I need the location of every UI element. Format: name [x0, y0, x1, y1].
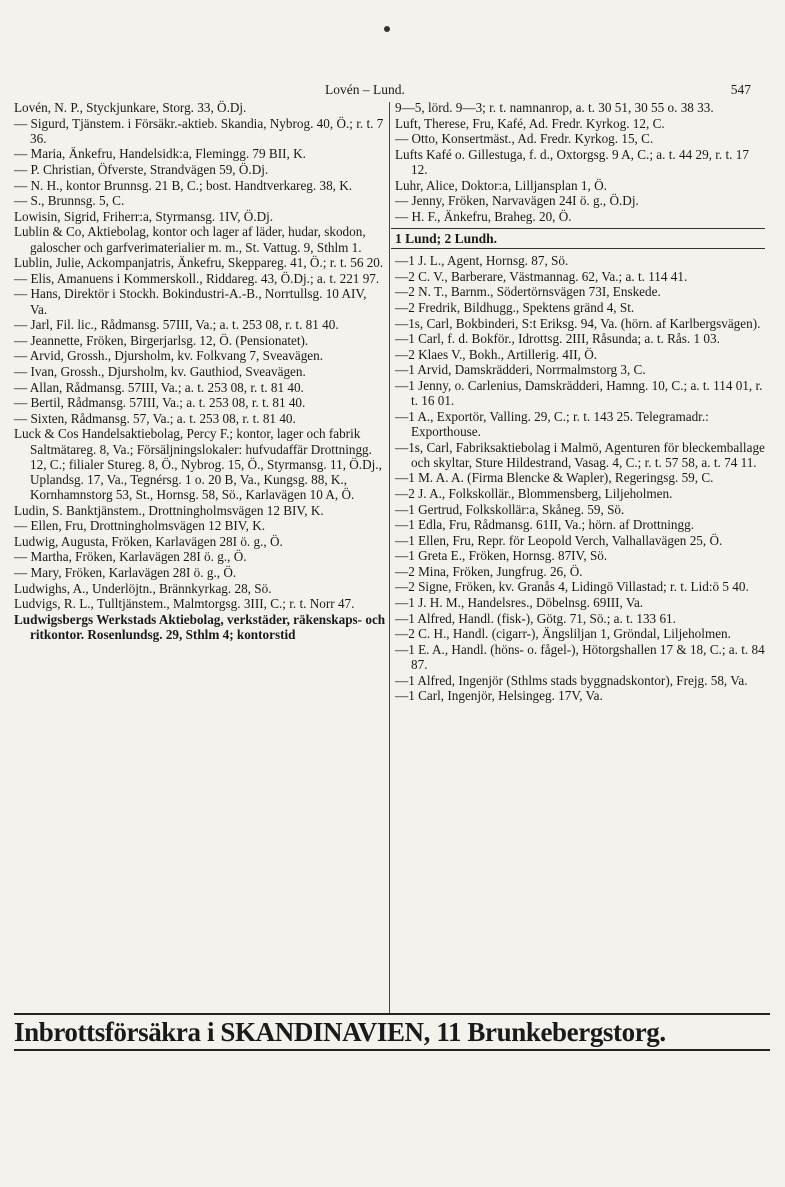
directory-entry: —2 Mina, Fröken, Jungfrug. 26, Ö. [395, 563, 583, 579]
directory-entry: Luft, Therese, Fru, Kafé, Ad. Fredr. Kyrkog. 12, C. [395, 115, 665, 131]
directory-entry: — Arvid, Grossh., Djursholm, kv. Folkvang 7, Sveavägen. [14, 348, 324, 364]
footer-advertisement: Inbrottsförsäkra i SKANDINAVIEN, 11 Brunkebergstorg. [14, 1013, 770, 1051]
running-title: Lovén – Lund. [325, 82, 405, 97]
directory-entry: Luhr, Alice, Doktor:a, Lilljansplan 1, Ö. [395, 177, 607, 193]
directory-entry: Ludin, S. Banktjänstem., Drottningholmsvägen 12 BIV, K. [14, 502, 324, 518]
directory-entry: — P. Christian, Öfverste, Strandvägen 59, Ö.Dj. [14, 161, 269, 177]
ink-dot [384, 26, 390, 32]
directory-entry: —2 J. A., Folkskollär., Blommensberg, Liljeholmen. [395, 485, 673, 501]
directory-entry: —1 E. A., Handl. (höns- o. fågel-), Hötorgshallen 17 & 18, C.; a. t. 84 87. [395, 641, 765, 673]
directory-entry: —1 M. A. A. (Firma Blencke & Wapler), Regeringsg. 59, C. [395, 470, 714, 486]
directory-entry: —1 A., Exportör, Valling. 29, C.; r. t. 143 25. Telegramadr.: Exporthouse. [395, 408, 709, 439]
directory-entry: —2 Fredrik, Bildhugg., Spektens gränd 4, St. [395, 299, 635, 315]
directory-entry: —1 Carl, Ingenjör, Helsingeg. 17V, Va. [395, 688, 603, 704]
directory-entry: Ludwigsbergs Werkstads Aktiebolag, verkstäder, räkenskaps- och ritkontor. Rosenlundsg. 29, Sthlm 4; kontorstid [14, 611, 386, 643]
directory-entry: — Ivan, Grossh., Djursholm, kv. Gauthiod, Sveavägen. [14, 363, 306, 379]
directory-entry: — Jarl, Fil. lic., Rådmansg. 57III, Va.; a. t. 253 08, r. t. 81 40. [14, 317, 339, 333]
directory-entry: —1s, Carl, Bokbinderi, S:t Eriksg. 94, Va. (hörn. af Karlbergsvägen). [395, 315, 761, 331]
directory-entry: —1 Arvid, Damskrädderi, Norrmalmstorg 3, C. [395, 362, 646, 378]
directory-entry: —1 Jenny, o. Carlenius, Damskrädderi, Hamng. 10, C.; a. t. 114 01, r. t. 16 01. [395, 377, 763, 409]
directory-entry: —2 Signe, Fröken, kv. Granås 4, Lidingö Villastad; r. t. Lid:ö 5 40. [395, 579, 749, 595]
directory-entry: 9—5, lörd. 9—3; r. t. namnanrop, a. t. 30 51, 30 55 o. 38 33. [395, 100, 714, 115]
directory-entry: Lufts Kafé o. Gillestuga, f. d., Oxtorgsg. 9 A, C.; a. t. 44 29, r. t. 17 12. [395, 146, 749, 177]
directory-entry: Ludwighs, A., Underlöjtn., Brännkyrkag. 28, Sö. [14, 580, 272, 596]
directory-entry: — Ellen, Fru, Drottningholmsvägen 12 BIV, K. [14, 518, 266, 534]
directory-entry: —2 C. V., Barberare, Västmannag. 62, Va.; a. t. 114 41. [395, 268, 688, 284]
column-divider [389, 102, 390, 1014]
directory-entry: — Hans, Direktör i Stockh. Bokindustri-A.-B., Norrtullsg. 10 AIV, Va. [14, 286, 367, 317]
directory-entry: — N. H., kontor Brunnsg. 21 B, C.; bost. Handtverkareg. 38, K. [14, 177, 353, 193]
directory-entry: Lowisin, Sigrid, Friherr:a, Styrmansg. 1IV, Ö.Dj. [14, 208, 274, 224]
page-number: 547 [730, 82, 751, 97]
directory-entry: —1 Edla, Fru, Rådmansg. 61II, Va.; hörn. af Drottningg. [395, 517, 694, 533]
directory-entry: Lovén, N. P., Styckjunkare, Storg. 33, Ö.Dj. [14, 100, 247, 115]
directory-entry: — H. F., Änkefru, Braheg. 20, Ö. [395, 208, 572, 224]
directory-entry: Lublin & Co, Aktiebolag, kontor och lager af läder, hudar, skodon, galoscher och garfverimaterialier m. m., St. Vattug. 9, Sthlm 1. [14, 224, 366, 255]
directory-entry: —2 Klaes V., Bokh., Artillerig. 4II, Ö. [395, 346, 598, 362]
directory-entry: Ludvigs, R. L., Tulltjänstem., Malmtorgsg. 3III, C.; r. t. Norr 47. [14, 596, 355, 612]
directory-entry: — Jeannette, Fröken, Birgerjarlsg. 12, Ö. (Pensionatet). [14, 332, 309, 348]
directory-entry: — Martha, Fröken, Karlavägen 28I ö. g., Ö. [14, 549, 247, 565]
directory-entry: —1 Greta E., Fröken, Hornsg. 87IV, Sö. [395, 548, 608, 564]
directory-entry: — Otto, Konsertmäst., Ad. Fredr. Kyrkog. 15, C. [395, 131, 654, 147]
directory-entry: —2 N. T., Barnm., Södertörnsvägen 73I, Enskede. [395, 284, 661, 300]
directory-entry: —1 Gertrud, Folkskollär:a, Skåneg. 59, Sö. [395, 501, 625, 517]
directory-entry: — Sigurd, Tjänstem. i Försäkr.-aktieb. Skandia, Nybrog. 40, Ö.; r. t. 7 36. [14, 115, 384, 146]
directory-entry: — Elis, Amanuens i Kommerskoll., Riddareg. 43, Ö.Dj.; a. t. 221 97. [14, 270, 380, 286]
directory-entry: Lublin, Julie, Ackompanjatris, Änkefru, Skeppareg. 41, Ö.; r. t. 56 20. [14, 255, 384, 271]
directory-entry: —1 Alfred, Handl. (fisk-), Götg. 71, Sö.; a. t. 133 61. [395, 610, 676, 626]
directory-entry: — Sixten, Rådmansg. 57, Va.; a. t. 253 08, r. t. 81 40. [14, 410, 296, 426]
right-column [395, 100, 765, 704]
directory-entry: — Maria, Änkefru, Handelsidk:a, Flemingg. 79 BII, K. [14, 146, 306, 162]
right-column-bottom [395, 253, 765, 703]
directory-entry: —1 Ellen, Fru, Repr. för Leopold Verch, Valhallavägen 25, Ö. [395, 532, 723, 548]
directory-entry: — Allan, Rådmansg. 57III, Va.; a. t. 253 08, r. t. 81 40. [14, 379, 304, 395]
right-column-top [395, 100, 765, 224]
directory-entry: —1 J. H. M., Handelsres., Döbelnsg. 69III, Va. [395, 595, 644, 611]
left-column [14, 100, 386, 643]
directory-entry: — S., Brunnsg. 5, C. [14, 193, 125, 209]
directory-entry: —1s, Carl, Fabriksaktiebolag i Malmö, Agenturen för bleckemballage och skyltar, Sture Hildestrand, Vasag. 4, C.; r. t. 57 58, a. t. 74 11. [395, 439, 765, 470]
directory-entry: —1 Alfred, Ingenjör (Sthlms stads byggnadskontor), Frejg. 58, Va. [395, 672, 748, 688]
directory-entry: Ludwig, Augusta, Fröken, Karlavägen 28I ö. g., Ö. [14, 533, 283, 549]
directory-entry: — Mary, Fröken, Karlavägen 28I ö. g., Ö. [14, 565, 237, 581]
directory-entry: Luck & Cos Handelsaktiebolag, Percy F.; kontor, lager och fabrik Saltmätareg. 8, Va.; Försäljningslokaler: hufvudaffär Drottningg. 12, C.; filialer Stureg. 8, Ö., Nybrog. 15, Ö., Styrmansg. 11, Ö.Dj., Uplandsg. 17, Va., Tegnérsg. 1 o. 20 B, Va., Kungsg. 88, K., Kornhamnstorg 53, St., Hornsg. 58, Sö., Karlavägen 10 A, Ö. [14, 426, 382, 503]
page-header [0, 82, 785, 102]
directory-entry: —2 C. H., Handl. (cigarr-), Ängsliljan 1, Gröndal, Liljeholmen. [395, 626, 731, 642]
directory-entry: — Bertil, Rådmansg. 57III, Va.; a. t. 253 08, r. t. 81 40. [14, 395, 306, 411]
directory-entry: —1 Carl, f. d. Bokför., Idrottsg. 2III, Råsunda; a. t. Rås. 1 03. [395, 331, 720, 347]
section-heading: 1 Lund; 2 Lundh. [391, 228, 765, 249]
directory-entry: —1 J. L., Agent, Hornsg. 87, Sö. [395, 253, 569, 269]
directory-entry: — Jenny, Fröken, Narvavägen 24I ö. g., Ö.Dj. [395, 193, 639, 209]
